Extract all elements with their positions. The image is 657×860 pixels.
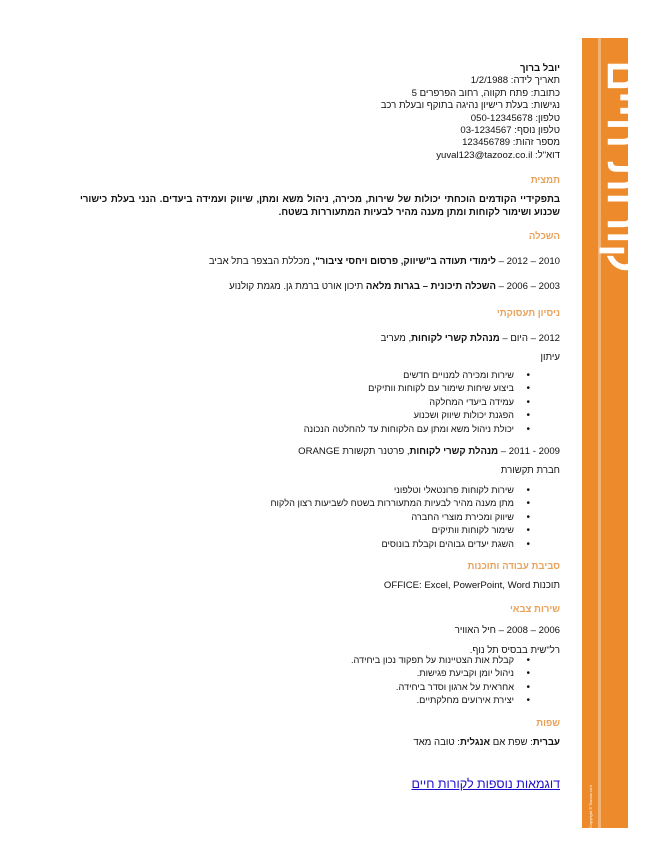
job-bullets — [80, 369, 532, 436]
person-name: יובל ברוך — [520, 63, 560, 74]
summary-text: בתפקידיי הקודמים הוכחתי יכולות של שירות, מכירה, ניהול משא ומתן, שיווק ועמידה ביעדים. הנני בעלת כישורי שכנוע ושימור לקוחות ומתן מענה מהיר לבעיות המתעוררות בשטח. — [80, 194, 560, 218]
job-company: , מעריב — [380, 333, 412, 344]
military-period: 2006 – 2008 – חיל האוויר — [454, 625, 560, 636]
list-item: • אחראית על ארגון וסדר ביחידה. — [80, 681, 532, 694]
email: דוא"ל: yuval123@tazooz.co.il — [436, 149, 560, 161]
job-company: , פרטנר תקשורת ORANGE — [298, 446, 410, 457]
language-english: אנגלית — [459, 737, 491, 748]
list-item: • שירות ומכירה למנויים חדשים — [80, 369, 532, 382]
education-item — [80, 256, 560, 268]
more-resume-examples-link[interactable]: דוגמאות נוספות לקורות חיים — [411, 777, 560, 791]
list-item: • יכולת ניהול משא ומתן עם הלקוחות עד להחלטה הנכונה — [80, 423, 532, 436]
job-role: מנהלת קשרי לקוחות — [411, 333, 500, 344]
military-title: שירות צבאי — [509, 604, 560, 615]
job-years: 2009 - 2011 – — [498, 446, 560, 457]
list-item: • שירות לקוחות פרונטאלי וטלפוני — [80, 484, 532, 497]
languages-line — [80, 737, 560, 749]
job-role: מנהלת קשרי לקוחות — [409, 446, 499, 457]
job-bullets — [80, 484, 532, 551]
military-bullets — [80, 654, 532, 708]
list-item: • ביצוע שיחות שימור עם לקוחות וותיקים — [80, 382, 532, 395]
language-hebrew: עברית — [532, 737, 560, 748]
education-place: תיכון אורט ברמת גן. מגמת קולנוע — [229, 281, 366, 292]
phone-secondary: טלפון נוסף: 03-1234567 — [460, 125, 560, 137]
licenses: נגישות: בעלת רישיון נהיגה בתוקף ובעלת רכב — [380, 100, 560, 112]
language-english-level: : טובה מאד — [413, 737, 460, 748]
list-item: • מתן מענה מהיר לבעיות המתעוררות בשטח לשביעות רצון הלקוח — [80, 497, 532, 510]
experience-title: ניסיון תעסוקתי — [496, 308, 560, 319]
job-years: 2012 – היום – — [499, 333, 560, 344]
copyright-text: Copyright © Tazooz.co.il — [588, 784, 593, 828]
job-dept: עיתון — [540, 352, 560, 363]
job-heading — [80, 333, 560, 345]
summary-title: תמצית — [530, 175, 560, 186]
address: כתובת: פתח תקווה, רחוב הפרפרים 5 — [411, 87, 560, 99]
education-years: 2003 – 2006 – — [495, 281, 560, 292]
environment-title: סביבת עבודה ותוכנות — [467, 561, 560, 572]
list-item: • שיווק ומכירת מוצרי החברה — [80, 511, 532, 524]
id-number: מספר זהות: 123456789 — [462, 137, 560, 149]
job-heading — [80, 446, 560, 458]
phone: טלפון: 050-12345678 — [470, 112, 560, 124]
sidebar-title-text: קורות חיים — [598, 60, 647, 273]
education-years: 2010 – 2012 – — [495, 256, 560, 267]
list-item: • עמידה ביעדי המחלקה — [80, 396, 532, 409]
environment-text: תוכנות OFFICE: Excel, PowerPoint, Word — [383, 580, 560, 591]
list-item: • הפגנת יכולות שיווק ושכנוע — [80, 409, 532, 422]
personal-details — [80, 63, 560, 162]
footer-link-wrap — [80, 777, 560, 791]
copyright-note — [585, 770, 595, 830]
education-title: השכלה — [528, 231, 560, 242]
birth-date: תאריך לידה: 1/2/1988 — [470, 75, 560, 87]
education-item — [80, 281, 560, 293]
list-item: • יצירת אירועים מחלקתיים. — [80, 694, 532, 707]
military-role: רל"שית בבסיס תל נוף. — [469, 645, 560, 656]
list-item: • ניהול יומן וקביעת פגישות. — [80, 667, 532, 680]
education-degree: השכלה תיכונית – בגרות מלאה — [365, 281, 496, 292]
education-place: מכללת הבצפר בתל אביב — [208, 256, 313, 267]
language-hebrew-level: : שפת אם — [490, 737, 533, 748]
list-item: • השגת יעדים גבוהים וקבלת בונוסים — [80, 538, 532, 551]
languages-title: שפות — [536, 718, 560, 729]
list-item: • שימור לקוחות וותיקים — [80, 524, 532, 537]
sidebar-title — [588, 60, 647, 430]
education-degree: לימודי תעודה ב"שיווק, פרסום ויחסי ציבור", — [312, 256, 496, 267]
job-dept: חברת תקשורת — [500, 465, 560, 476]
list-item: • קבלת אות הצטיינות על תפקוד נכון ביחידה. — [80, 654, 532, 667]
